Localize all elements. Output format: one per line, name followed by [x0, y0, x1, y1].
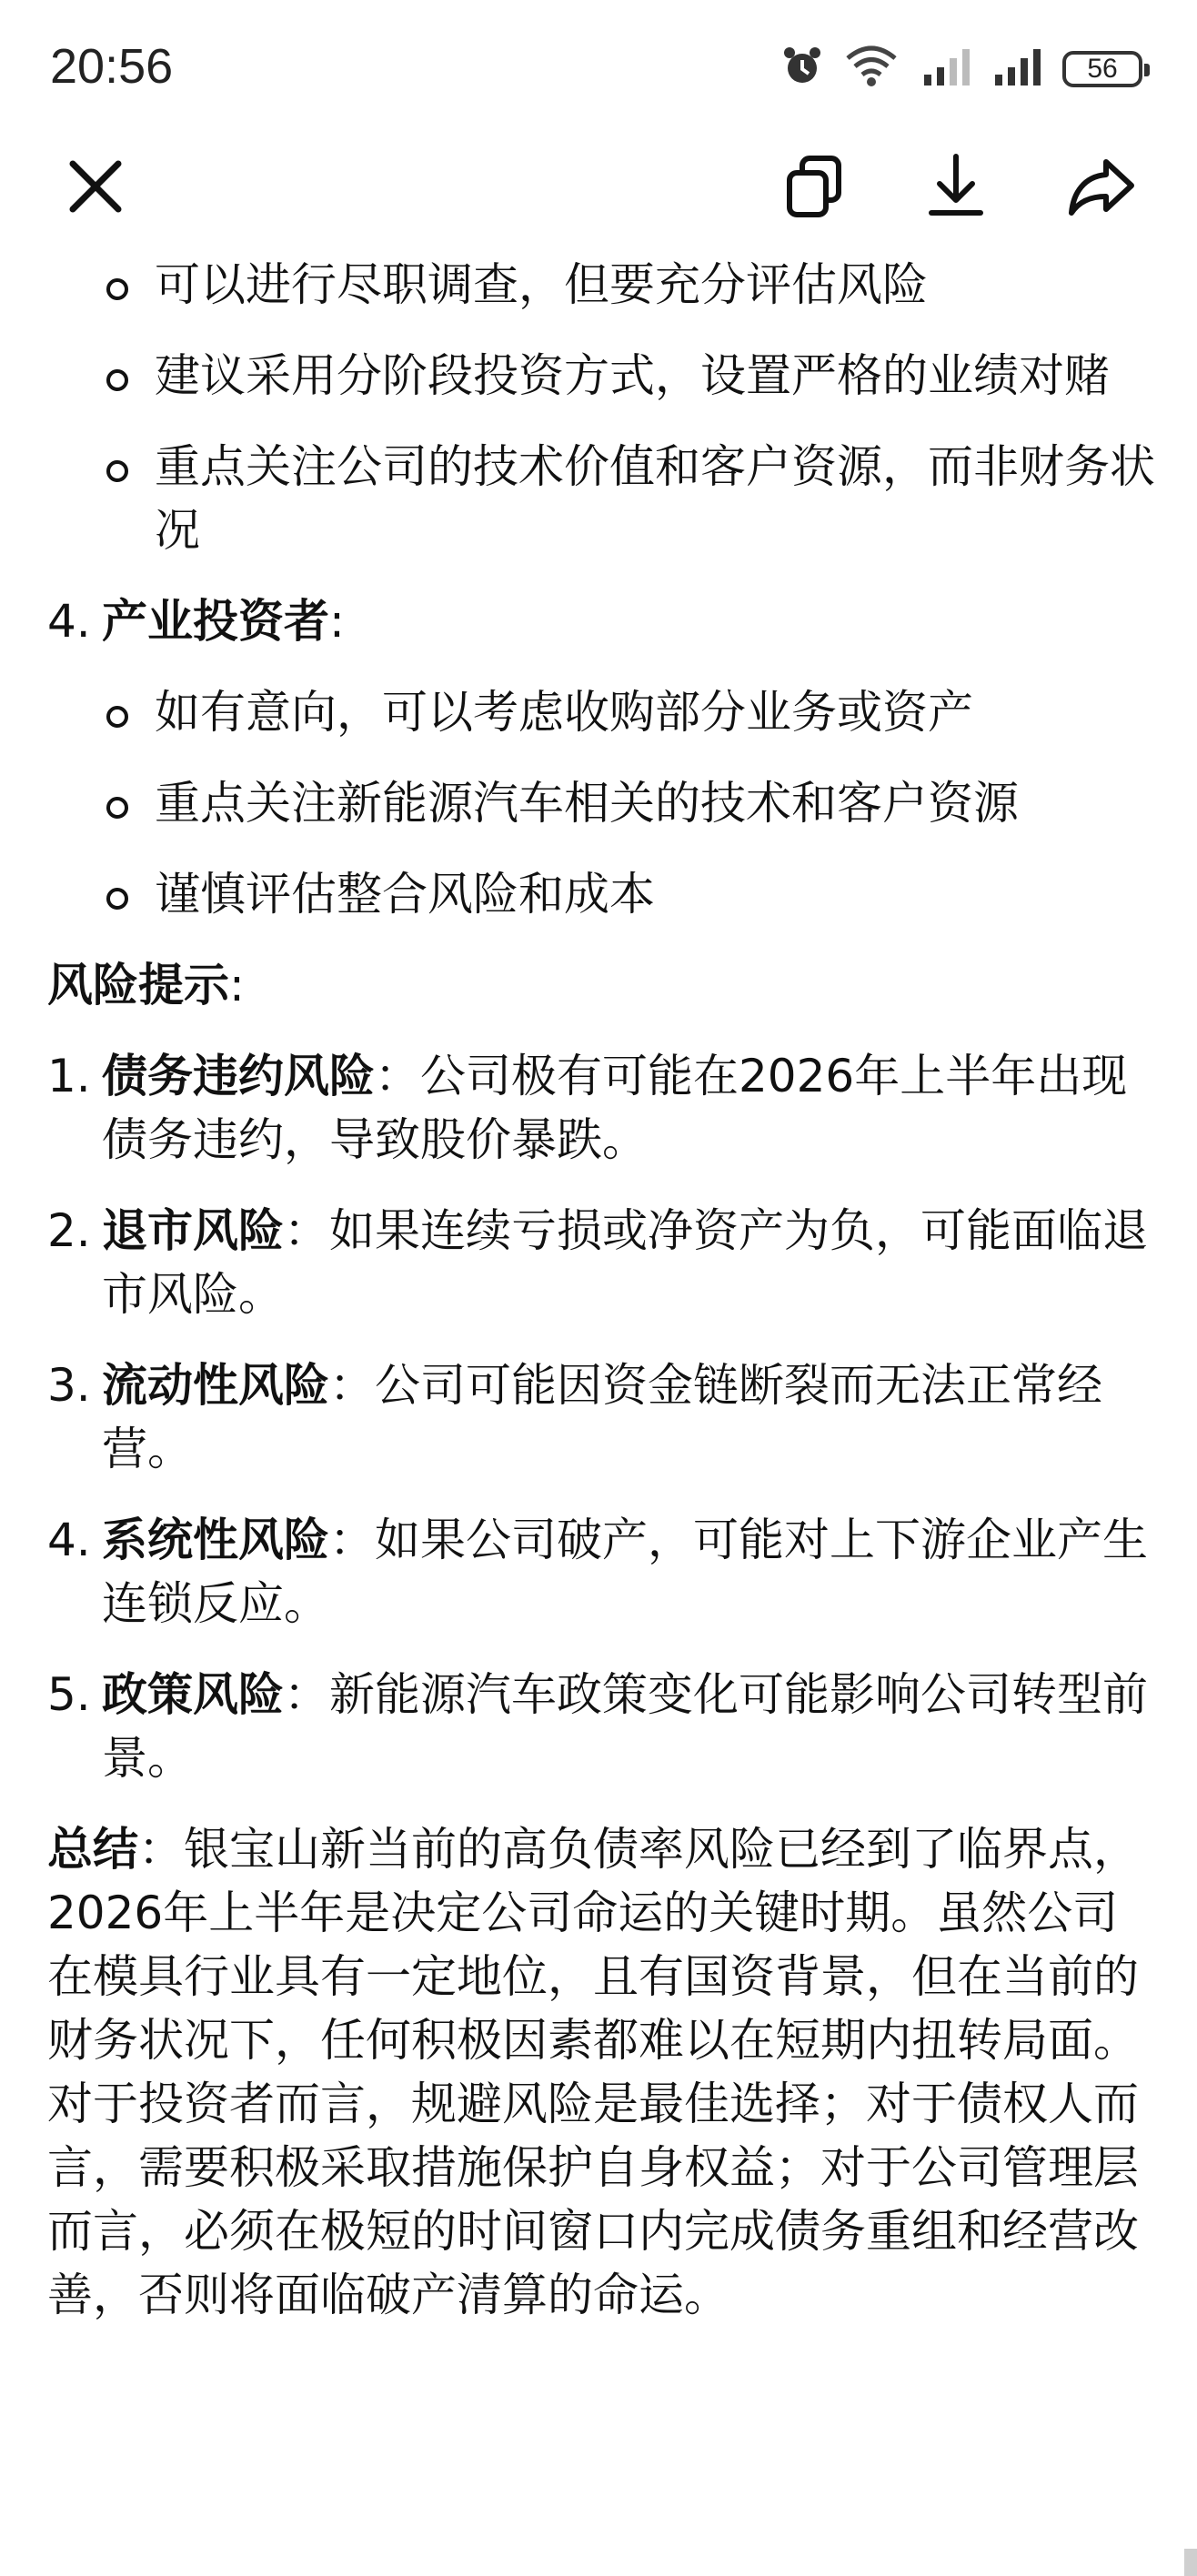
summary-paragraph	[47, 1817, 1157, 2327]
list-item: 可以进行尽职调查，但要充分评估风险	[47, 253, 1157, 317]
item-title: 产业投资者	[102, 595, 329, 648]
risk-text: ：公司极有可能在2026年上半年出现债务违约，导致股价暴跌。	[102, 1050, 1128, 1166]
risk-item	[47, 1353, 1157, 1481]
response-content	[47, 253, 1157, 2354]
risk-title: 退市风险	[102, 1204, 284, 1257]
list-item: 如有意向，可以考虑收购部分业务或资产	[47, 680, 1157, 744]
risk-title: 债务违约风险	[102, 1050, 375, 1102]
risk-text: ：如果连续亏损或净资产为负，可能面临退市风险。	[102, 1204, 1148, 1321]
copy-button[interactable]	[773, 146, 855, 227]
status-time: 20:56	[50, 39, 174, 94]
item-colon: :	[329, 595, 345, 648]
list-item: 重点关注公司的技术价值和客户资源，而非财务状况	[47, 435, 1157, 562]
risk-title: 流动性风险	[102, 1359, 329, 1412]
list-item: 谨慎评估整合风险和成本	[47, 862, 1157, 926]
risk-heading	[47, 953, 1157, 1017]
risk-text: ：如果公司破产，可能对上下游企业产生连锁反应。	[102, 1514, 1148, 1630]
wifi-icon	[844, 44, 899, 87]
risk-list	[47, 1044, 1157, 1790]
list-item: 重点关注新能源汽车相关的技术和客户资源	[47, 771, 1157, 835]
bullet-list-industry	[47, 680, 1157, 926]
item-number: 3.	[47, 1359, 91, 1412]
risk-title: 政策风险	[102, 1668, 284, 1721]
summary-text: ：银宝山新当前的高负债率风险已经到了临界点，2026年上半年是决定公司命运的关键时期。虽然公司在模具行业具有一定地位，且有国资背景，但在当前的财务状况下，任何积极因素都难以在短期内扭转局面。对于投资者而言，规避风险是最佳选择；对于债权人而言，需要积极采取措施保护自身权益；对于公司管理层而言，必须在极短的时间窗口内完成债务重组和经营改善，否则将面临破产清算的命运。	[47, 1823, 1139, 2321]
item-number: 2.	[47, 1204, 91, 1257]
item-number: 4.	[47, 595, 91, 648]
signal-1-icon	[922, 44, 973, 87]
toolbar	[0, 146, 1197, 236]
bullet-list-investors	[47, 253, 1157, 562]
risk-title: 系统性风险	[102, 1514, 329, 1566]
close-icon	[55, 146, 136, 227]
risk-item	[47, 1663, 1157, 1790]
list-item: 建议采用分阶段投资方式，设置严格的业绩对赌	[47, 344, 1157, 408]
risk-item	[47, 1044, 1157, 1172]
signal-2-icon	[993, 44, 1044, 87]
status-bar	[0, 0, 1197, 136]
risk-text: ：公司可能因资金链断裂而无法正常经营。	[102, 1359, 1102, 1475]
risk-item	[47, 1508, 1157, 1635]
download-button[interactable]	[915, 146, 997, 227]
risk-text: ：新能源汽车政策变化可能影响公司转型前景。	[102, 1668, 1148, 1785]
scrollbar[interactable]	[1184, 2549, 1197, 2576]
item-number: 1.	[47, 1050, 91, 1102]
numbered-item-industry-investors	[47, 589, 1157, 653]
close-button[interactable]	[55, 146, 136, 227]
copy-icon	[773, 146, 855, 227]
risk-item	[47, 1199, 1157, 1326]
download-icon	[915, 146, 997, 227]
share-button[interactable]	[1061, 146, 1142, 227]
item-number: 5.	[47, 1668, 91, 1721]
risk-heading-title: 风险提示	[47, 959, 229, 1011]
share-icon	[1061, 146, 1142, 227]
risk-heading-colon: :	[229, 959, 245, 1011]
battery-indicator: 56	[1062, 51, 1142, 87]
summary-title: 总结	[47, 1823, 138, 1876]
alarm-icon	[780, 44, 824, 87]
item-number: 4.	[47, 1514, 91, 1566]
